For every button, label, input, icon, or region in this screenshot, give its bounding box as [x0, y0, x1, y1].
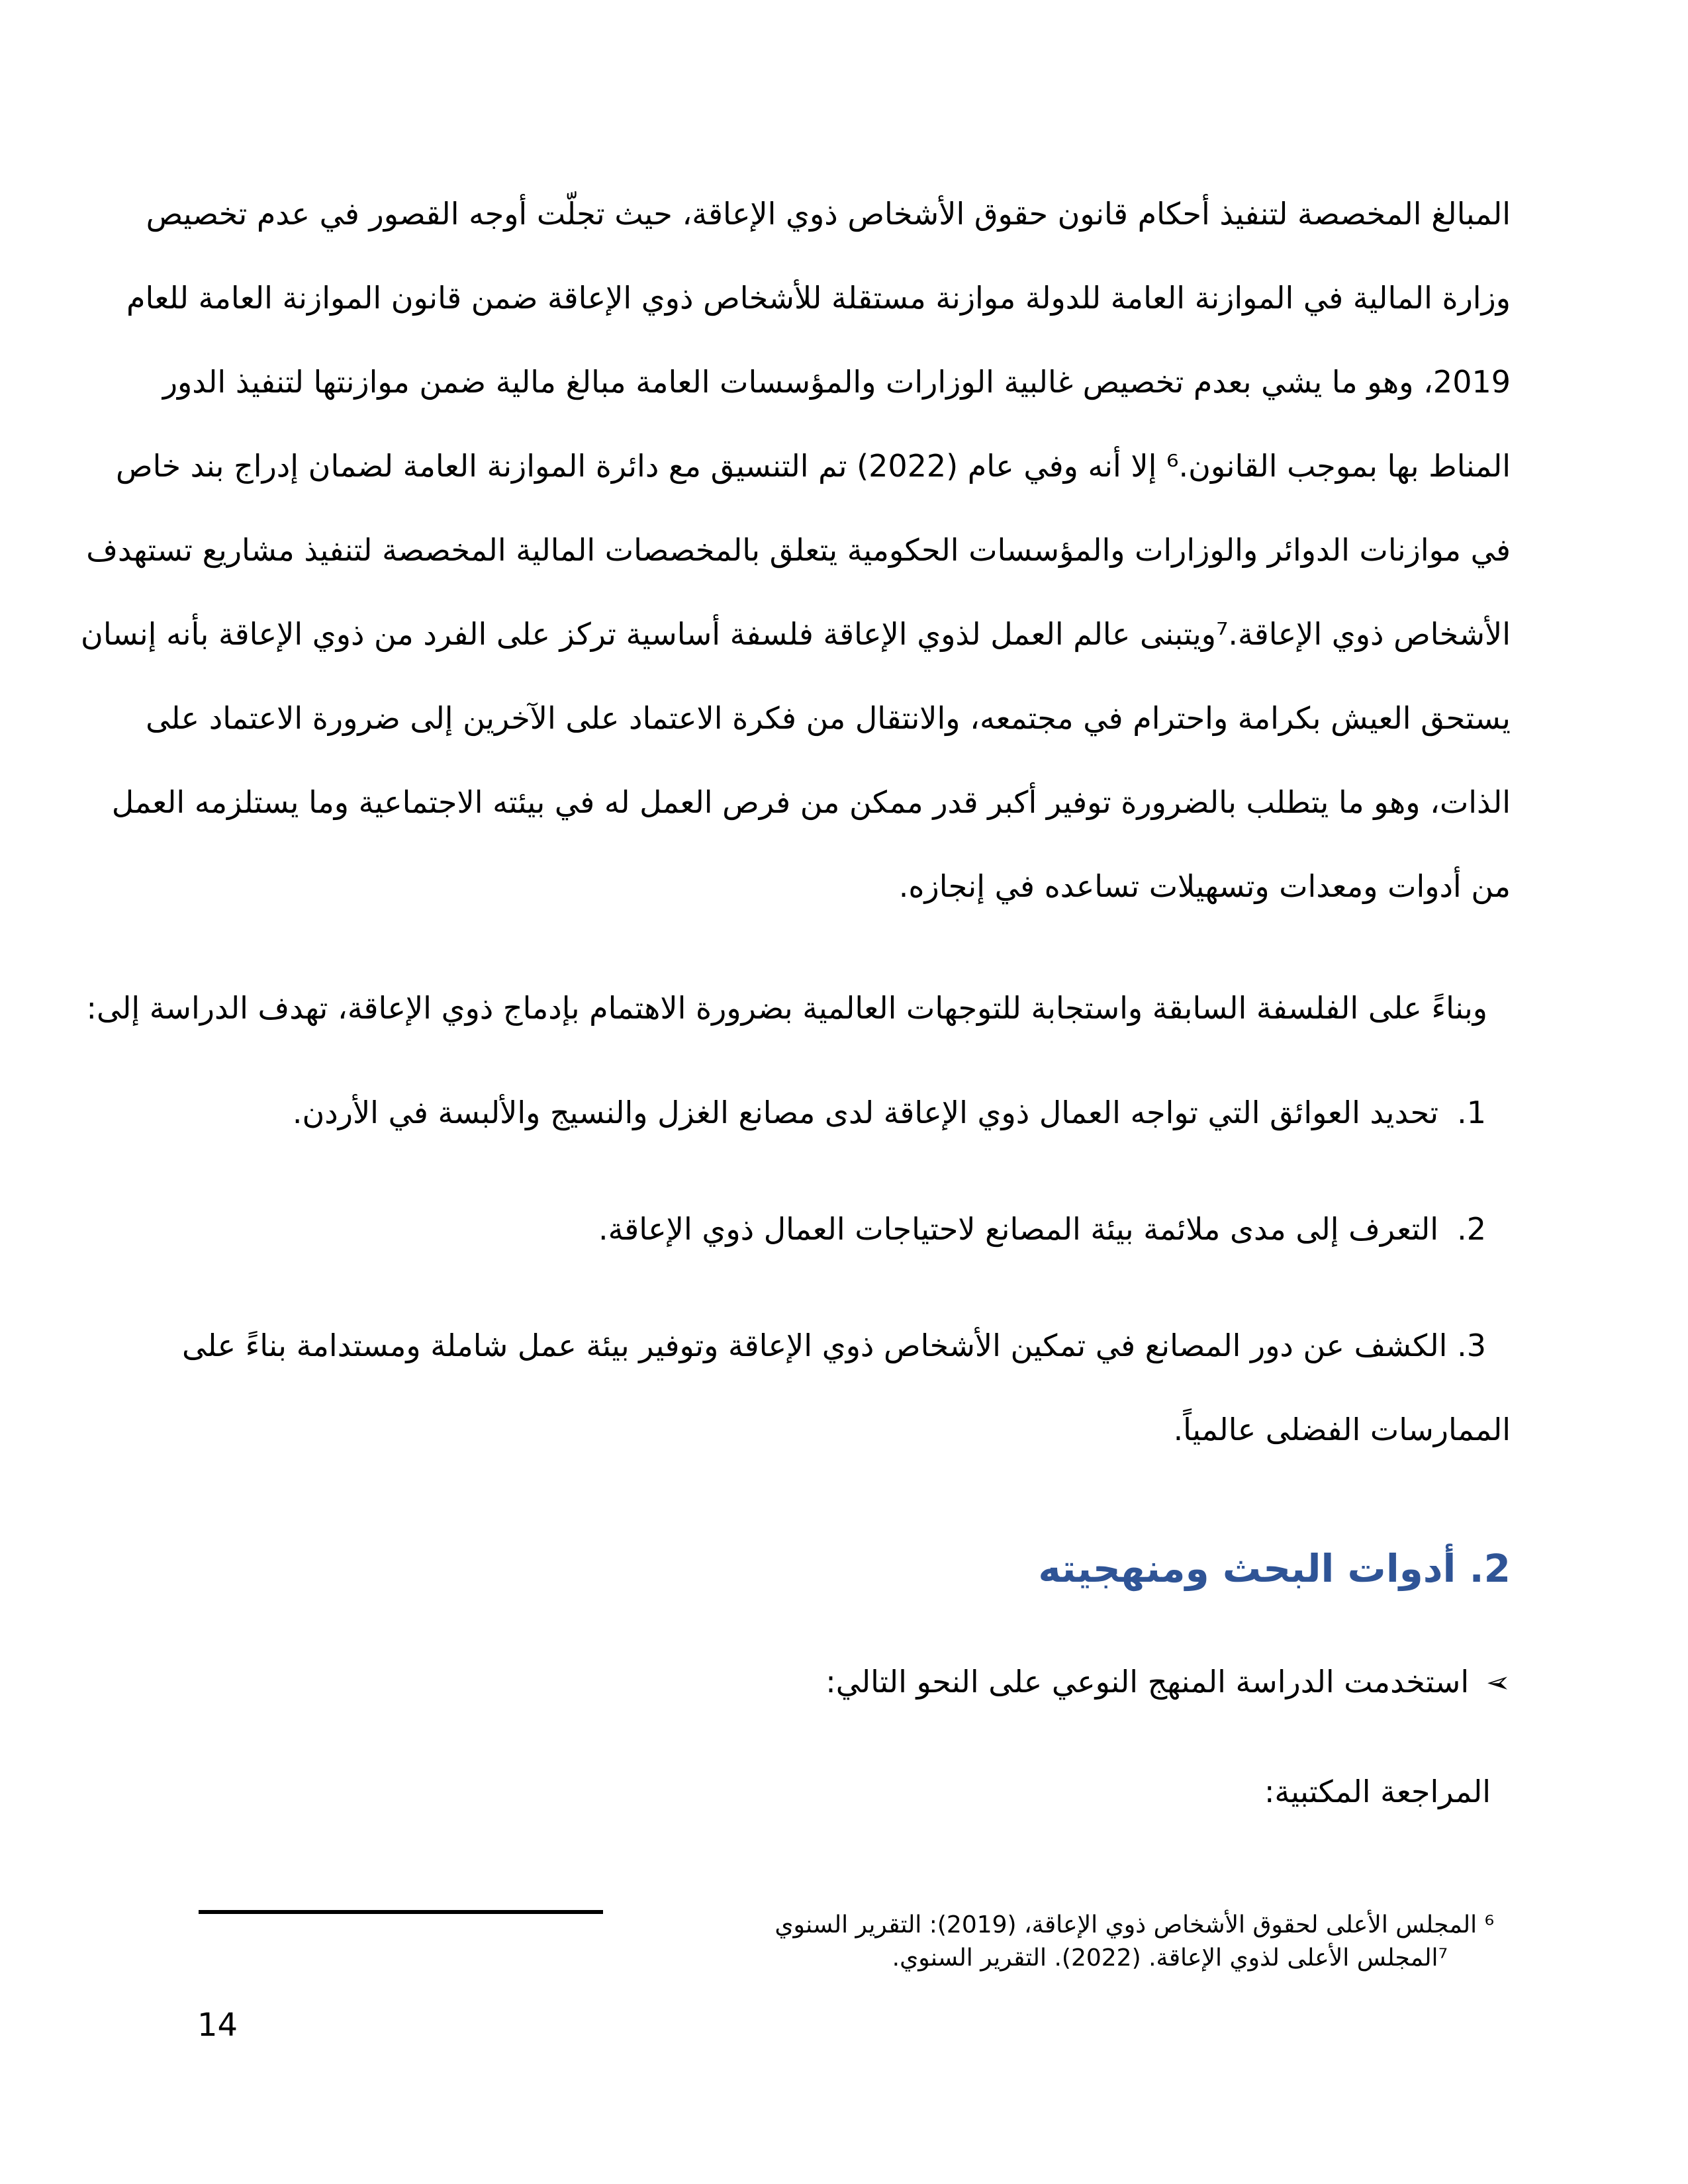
bullet-paragraph-text: استخدمت الدراسة المنهج النوعي على النحو التالي:	[825, 1664, 1470, 1700]
list-item-2-text: التعرف إلى مدى ملائمة بيئة المصانع لاحتياجات العمال ذوي الإعاقة.	[598, 1211, 1439, 1247]
footnote-7: ⁷المجلس الأعلى لذوي الإعاقة. (2022). التقرير السنوي.	[892, 1944, 1448, 1972]
paragraph-1-line-1: المبالغ المخصصة لتنفيذ أحكام قانون حقوق الأشخاص ذوي الإعاقة، حيث تجلّت أوجه القصور في عدم تخصيص	[146, 196, 1511, 232]
paragraph-1-line-6: الأشخاص ذوي الإعاقة.⁷ويتبنى عالم العمل لذوي الإعاقة فلسفة أساسية تركز على الفرد من ذوي الإعاقة بأنه إنسان	[81, 616, 1511, 652]
list-item-3-line-1: 3. الكشف عن دور المصانع في تمكين الأشخاص ذوي الإعاقة وتوفير بيئة عمل شاملة ومستدامة بناءً على	[182, 1328, 1486, 1363]
section-heading: 2. أدوات البحث ومنهجيته	[1038, 1546, 1511, 1591]
paragraph-1-line-2: وزارة المالية في الموازنة العامة للدولة موازنة مستقلة للأشخاص ذوي الإعاقة ضمن قانون الموازنة العامة للعام	[126, 280, 1511, 316]
text-block	[81, 172, 1511, 1834]
paragraph-1-line-9: من أدوات ومعدات وتسهيلات تساعده في إنجازه.	[898, 868, 1511, 904]
bullet-paragraph	[295, 1640, 1511, 1724]
paragraph-1-line-7: يستحق العيش بكرامة واحترام في مجتمعه، والانتقال من فكرة الاعتماد على الآخرين إلى ضرورة الاعتماد على	[146, 700, 1511, 736]
footnote-6: ⁶ المجلس الأعلى لحقوق الأشخاص ذوي الإعاقة، (2019): التقرير السنوي	[774, 1911, 1494, 1938]
page-number: 14	[197, 2007, 238, 2044]
paragraph-2: وبناءً على الفلسفة السابقة واستجابة للتوجهات العالمية بضرورة الاهتمام بإدماج ذوي الإعاقة، تهدف الدراسة إلى:	[86, 990, 1487, 1026]
list-item-1-number: 1.	[1457, 1095, 1486, 1130]
subsection-label: المراجعة المكتبية:	[1264, 1774, 1491, 1809]
paragraph-1-line-8: الذات، وهو ما يتطلب بالضرورة توفير أكبر قدر ممكن من فرص العمل له في بيئته الاجتماعية وما يستلزمه العمل	[111, 784, 1511, 820]
paragraph-1-line-4: المناط بها بموجب القانون.⁶ إلا أنه وفي عام (2022) تم التنسيق مع دائرة الموازنة العامة لضمان إدراج بند خاص	[115, 448, 1511, 484]
list-item-1-text: تحديد العوائق التي تواجه العمال ذوي الإعاقة لدى مصانع الغزل والنسيج والألبسة في الأردن.	[292, 1095, 1439, 1130]
list-item-1	[292, 1071, 1511, 1155]
list-item-3-line-2: الممارسات الفضلى عالمياً.	[1173, 1412, 1511, 1447]
paragraph-1-line-5: في موازنات الدوائر والوزارات والمؤسسات الحكومية يتعلق بالمخصصات المالية المخصصة لتنفيذ مشاريع تستهدف	[86, 532, 1511, 568]
arrow-bullet-icon: ➢	[1486, 1666, 1511, 1700]
list-item-2-number: 2.	[1457, 1211, 1486, 1247]
list-item-2	[295, 1187, 1511, 1271]
paragraph-1-line-3: 2019، وهو ما يشي بعدم تخصيص غالبية الوزارات والمؤسسات العامة مبالغ مالية ضمن موازنتها لتنفيذ الدور	[162, 364, 1511, 400]
footnotes-block	[295, 1909, 1511, 1975]
